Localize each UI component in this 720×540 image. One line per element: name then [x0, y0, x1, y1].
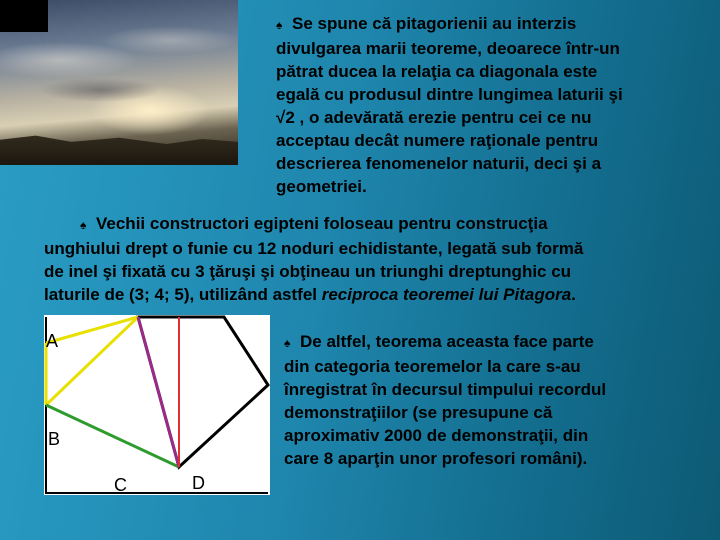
- italic-phrase: reciproca teoremei lui Pitagora: [321, 285, 572, 304]
- p3-line: [284, 330, 704, 355]
- period: .: [571, 285, 576, 304]
- p2-text: Vechii constructori egipteni foloseau pentru construcţia: [96, 214, 548, 233]
- p2-line: [44, 283, 720, 306]
- bullet-icon: ♠: [284, 336, 291, 350]
- paragraph-pythagoreans: [276, 12, 716, 198]
- p1-line: pătrat ducea la relaţia ca diagonala este: [276, 62, 598, 81]
- label-c: C: [114, 475, 127, 495]
- p1-line: divulgarea marii teoreme, deoarece într-un: [276, 39, 620, 58]
- p3-text: De altfel, teorema aceasta face parte: [300, 332, 594, 351]
- p1-line: geometriei.: [276, 177, 367, 196]
- bullet-icon: ♠: [276, 18, 283, 32]
- p2-line: de inel şi fixată cu 3 ţăruşi şi obţineau un triunghi dreptunghic cu: [44, 262, 572, 281]
- p3-line: demonstraţiilor (se presupune că: [284, 403, 553, 422]
- p3-line: aproximativ 2000 de demonstraţii, din: [284, 426, 589, 445]
- paragraph-egyptians: [44, 212, 720, 306]
- p1-line: descrierea fenomenelor naturii, deci şi a: [276, 154, 602, 173]
- p1-text: Se spune că pitagorienii au interzis: [292, 14, 577, 33]
- p1-line: √2 , o adevărată erezie pentru cei ce nu: [276, 108, 592, 127]
- bullet-icon: ♠: [80, 218, 87, 232]
- label-b: B: [48, 429, 61, 449]
- label-d: D: [192, 473, 205, 493]
- photo-corner-block: [0, 0, 48, 32]
- label-a: A: [46, 331, 59, 351]
- p3-line: care 8 aparţin unor profesori români).: [284, 449, 588, 468]
- p3-line: înregistrat în decursul timpului recordul: [284, 380, 607, 399]
- p3-line: din categoria teoremelor la care s-au: [284, 357, 581, 376]
- p1-line: egală cu produsul dintre lungimea laturii şi: [276, 85, 623, 104]
- pythagoras-diagram: [44, 315, 270, 495]
- p2-line: unghiului drept o funie cu 12 noduri echidistante, legată sub formă: [44, 239, 584, 258]
- p2-line: [44, 212, 720, 237]
- p1-line: [276, 12, 716, 37]
- diagram-svg: [44, 315, 270, 495]
- p1-line: acceptau decât numere raţionale pentru: [276, 131, 599, 150]
- p2-text: laturile de (3; 4; 5), utilizând astfel: [44, 285, 322, 304]
- paragraph-demonstrations: [284, 330, 704, 470]
